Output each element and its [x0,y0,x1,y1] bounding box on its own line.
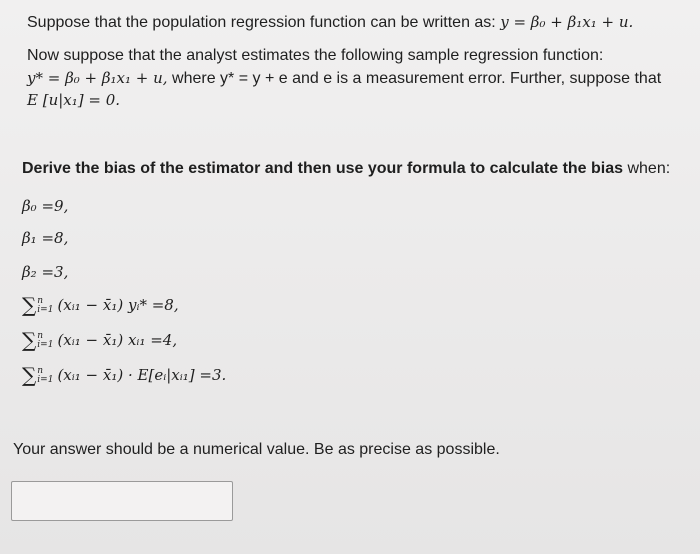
sample-equation: y* = β₀ + β₁x₁ + u, [27,69,168,87]
answer-input[interactable] [11,481,233,521]
sum-lower: i=1 [37,304,54,315]
task-line [22,159,670,179]
beta1-value: β₁ =8, [22,229,69,247]
sum-limits [37,332,53,350]
analyst-line: Now suppose that the analyst estimates the following sample regression function: [27,47,604,64]
sum-upper: n [37,330,44,341]
sum-upper: n [37,365,44,376]
beta2-value: β₂ =3, [22,263,69,281]
sum-lower: i=1 [37,374,54,385]
task-rest: when: [623,160,671,177]
sum3-expression: (xᵢ₁ − x̄₁) · E[eᵢ|xᵢ₁] =3. [57,366,227,384]
condition-line [27,90,120,111]
intro-line [27,12,633,33]
task-bold: Derive the bias of the estimator and then use your formula to calculate the bias [22,160,624,177]
answer-instruction: Your answer should be a numerical value. Be as precise as possible. [13,441,500,458]
given-sum2 [22,330,177,351]
zero-conditional-mean: E [u|x₁] = 0. [27,91,121,109]
sum-limits [37,297,53,315]
sum-limits [37,367,53,385]
given-beta2 [22,262,68,283]
sum1-expression: (xᵢ₁ − x̄₁) yᵢ* =8, [57,296,179,314]
sum-upper: n [37,295,44,306]
summation-symbol: ∑ [22,293,37,317]
sum2-expression: (xᵢ₁ − x̄₁) xᵢ₁ =4, [57,331,178,349]
summation-symbol: ∑ [22,328,37,352]
sample-regression-line [27,68,661,89]
given-beta0 [22,196,68,217]
summation-symbol: ∑ [22,363,37,387]
sum-lower: i=1 [37,339,54,350]
intro-prefix: Suppose that the population regression function can be written as: [27,14,501,31]
population-equation: y = β₀ + β₁x₁ + u. [500,13,634,31]
where-text: where y* = y + e and e is a measurement error. Further, suppose that [167,70,662,87]
beta0-value: β₀ =9, [22,197,69,215]
given-beta1 [22,228,68,249]
given-sum1 [22,295,179,316]
given-sum3 [22,365,226,386]
